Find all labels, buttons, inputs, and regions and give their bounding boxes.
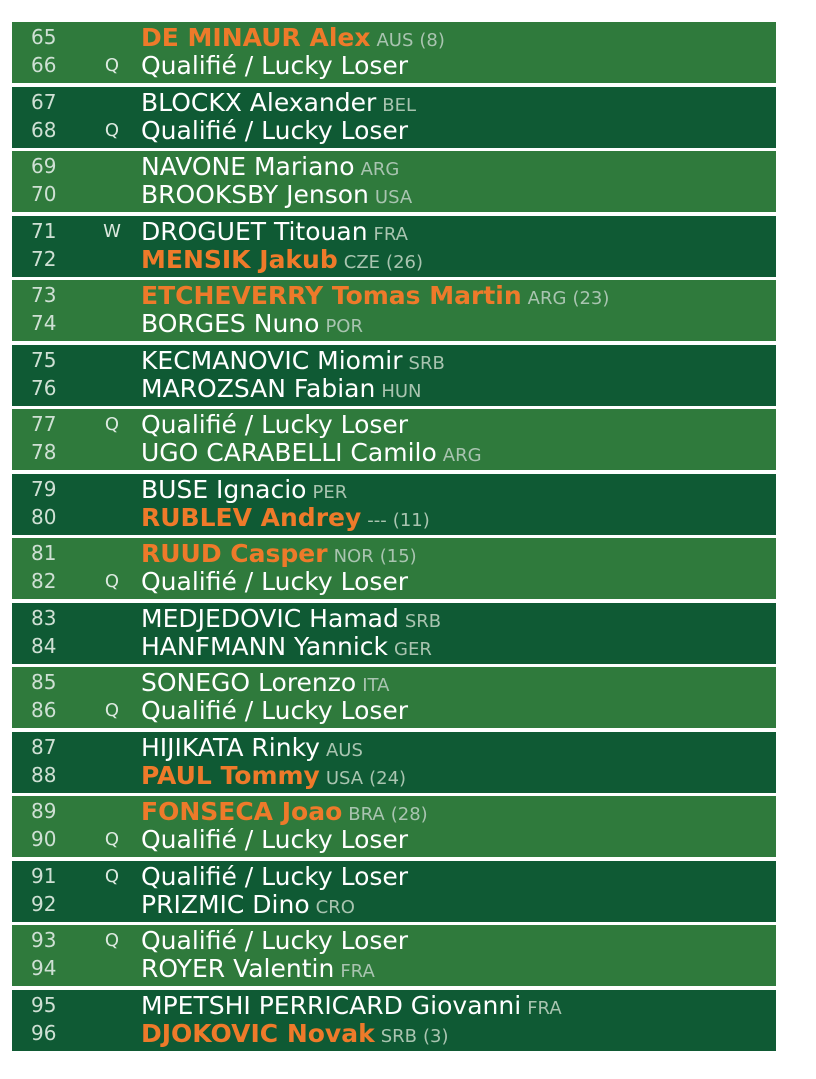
draw-position-number: 77 xyxy=(31,412,57,436)
player-country: BRA xyxy=(348,804,385,825)
player-seed: (8) xyxy=(419,30,445,51)
player-country: --- xyxy=(367,510,387,531)
draw-position-number: 70 xyxy=(31,182,57,206)
draw-position-number: 79 xyxy=(31,477,57,501)
player-row[interactable] xyxy=(12,438,776,467)
player-name[interactable]: PAUL Tommy xyxy=(141,761,320,790)
player-name[interactable]: Qualifié / Lucky Loser xyxy=(141,926,409,955)
player-name[interactable]: DROGUET Titouan xyxy=(141,217,368,246)
entry-status: Q xyxy=(104,829,120,850)
player-country: CRO xyxy=(315,897,355,918)
player-seed: (11) xyxy=(392,510,430,531)
entry-status: Q xyxy=(104,414,120,435)
player-row[interactable] xyxy=(12,410,776,439)
player-name[interactable]: BROOKSBY Jenson xyxy=(141,180,369,209)
player-country: FRA xyxy=(373,224,408,245)
player-name[interactable]: PRIZMIC Dino xyxy=(141,890,310,919)
player-row[interactable] xyxy=(12,668,776,697)
draw-position-number: 71 xyxy=(31,219,57,243)
player-row[interactable] xyxy=(12,51,776,80)
player-entry xyxy=(141,567,408,599)
player-seed: (15) xyxy=(379,546,417,567)
match-block xyxy=(12,796,776,857)
player-country: ARG xyxy=(527,288,567,309)
player-seed: (28) xyxy=(390,804,428,825)
match-block xyxy=(12,990,776,1051)
player-name[interactable]: FONSECA Joao xyxy=(141,797,343,826)
match-block xyxy=(12,151,776,212)
player-name[interactable]: RUUD Casper xyxy=(141,539,328,568)
player-country: BEL xyxy=(382,95,417,116)
player-row[interactable] xyxy=(12,761,776,790)
player-country: USA xyxy=(374,187,413,208)
player-name[interactable]: SONEGO Lorenzo xyxy=(141,668,357,697)
player-row[interactable] xyxy=(12,180,776,209)
player-row[interactable] xyxy=(12,23,776,52)
match-block xyxy=(12,732,776,793)
player-name[interactable]: Qualifié / Lucky Loser xyxy=(141,116,409,145)
entry-status: Q xyxy=(104,866,120,887)
player-country: FRA xyxy=(527,998,562,1019)
player-name[interactable]: DE MINAUR Alex xyxy=(141,23,371,52)
player-entry xyxy=(141,632,432,664)
entry-status: Q xyxy=(104,930,120,951)
player-entry xyxy=(141,180,412,212)
player-entry xyxy=(141,954,375,986)
player-name[interactable]: RUBLEV Andrey xyxy=(141,503,362,532)
player-name[interactable]: HANFMANN Yannick xyxy=(141,632,389,661)
draw-position-number: 87 xyxy=(31,735,57,759)
player-row[interactable] xyxy=(12,116,776,145)
player-name[interactable]: Qualifié / Lucky Loser xyxy=(141,567,409,596)
draw-position-number: 94 xyxy=(31,956,57,980)
player-country: SRB xyxy=(404,611,442,632)
match-block xyxy=(12,474,776,535)
match-block xyxy=(12,409,776,470)
draw-position-number: 88 xyxy=(31,763,57,787)
player-country: SRB xyxy=(408,353,445,374)
draw-position-number: 96 xyxy=(31,1021,57,1045)
entry-status: Q xyxy=(104,120,120,141)
player-row[interactable] xyxy=(12,926,776,955)
player-name[interactable]: BLOCKX Alexander xyxy=(141,88,377,117)
player-country: HUN xyxy=(381,381,422,402)
player-country: NOR xyxy=(333,546,374,567)
player-name[interactable]: Qualifié / Lucky Loser xyxy=(141,410,409,439)
match-block xyxy=(12,280,776,341)
player-name[interactable]: Qualifié / Lucky Loser xyxy=(141,51,409,80)
player-country: POR xyxy=(325,316,363,337)
player-row[interactable] xyxy=(12,346,776,375)
draw-position-number: 81 xyxy=(31,541,57,565)
match-block xyxy=(12,22,776,83)
draw-position-number: 93 xyxy=(31,928,57,952)
player-seed: (26) xyxy=(386,252,423,273)
player-seed: (3) xyxy=(423,1026,449,1047)
player-entry xyxy=(141,503,430,535)
player-country: ITA xyxy=(362,675,390,696)
player-entry xyxy=(141,761,406,793)
player-country: ARG xyxy=(442,445,482,466)
entry-status: Q xyxy=(104,55,120,76)
match-block xyxy=(12,861,776,922)
player-entry xyxy=(141,438,482,470)
player-row[interactable] xyxy=(12,954,776,983)
player-row[interactable] xyxy=(12,696,776,725)
player-name[interactable]: KECMANOVIC Miomir xyxy=(141,346,403,375)
player-country: USA xyxy=(325,768,364,789)
player-country: AUS xyxy=(376,30,414,51)
player-seed: (23) xyxy=(572,288,610,309)
match-block xyxy=(12,603,776,664)
player-row[interactable] xyxy=(12,245,776,274)
player-name[interactable]: MPETSHI PERRICARD Giovanni xyxy=(141,991,522,1020)
player-row[interactable] xyxy=(12,862,776,891)
draw-position-number: 95 xyxy=(31,993,57,1017)
player-name[interactable]: MEDJEDOVIC Hamad xyxy=(141,604,399,633)
player-row[interactable] xyxy=(12,539,776,568)
player-row[interactable] xyxy=(12,733,776,762)
player-name[interactable]: ETCHEVERRY Tomas Martin xyxy=(141,281,522,310)
player-name[interactable]: Qualifié / Lucky Loser xyxy=(141,696,409,725)
match-block xyxy=(12,87,776,148)
draw-position-number: 86 xyxy=(31,698,57,722)
player-name[interactable]: BUSE Ignacio xyxy=(141,475,307,504)
player-row[interactable] xyxy=(12,632,776,661)
player-name[interactable]: ROYER Valentin xyxy=(141,954,335,983)
player-name[interactable]: NAVONE Mariano xyxy=(141,152,355,181)
player-row[interactable] xyxy=(12,890,776,919)
entry-status: Q xyxy=(104,571,120,592)
player-country: AUS xyxy=(325,740,363,761)
match-block xyxy=(12,216,776,277)
player-entry xyxy=(141,696,408,728)
player-entry xyxy=(141,51,408,83)
draw-position-number: 89 xyxy=(31,799,57,823)
match-block xyxy=(12,925,776,986)
player-name[interactable]: MAROZSAN Fabian xyxy=(141,374,376,403)
player-entry xyxy=(141,309,363,341)
entry-status: W xyxy=(103,221,121,242)
player-name[interactable]: BORGES Nuno xyxy=(141,309,320,338)
player-entry xyxy=(141,245,423,277)
player-country: FRA xyxy=(340,961,375,982)
draw-position-number: 73 xyxy=(31,283,57,307)
draw-position-number: 65 xyxy=(31,25,57,49)
player-country: ARG xyxy=(360,159,400,180)
player-row[interactable] xyxy=(12,825,776,854)
player-name[interactable]: DJOKOVIC Novak xyxy=(141,1019,375,1048)
draw-position-number: 82 xyxy=(31,569,57,593)
draw-position-number: 74 xyxy=(31,311,57,335)
draw-position-number: 72 xyxy=(31,247,57,271)
match-block xyxy=(12,538,776,599)
player-row[interactable] xyxy=(12,503,776,532)
draw-position-number: 68 xyxy=(31,118,57,142)
draw-position-number: 90 xyxy=(31,827,57,851)
draw-position-number: 66 xyxy=(31,53,57,77)
player-entry xyxy=(141,825,408,857)
draw-position-number: 76 xyxy=(31,376,57,400)
player-seed: (24) xyxy=(369,768,407,789)
draw-position-number: 92 xyxy=(31,892,57,916)
player-row[interactable] xyxy=(12,152,776,181)
player-country: PER xyxy=(312,482,348,503)
player-country: CZE xyxy=(343,252,381,273)
draw-position-number: 85 xyxy=(31,670,57,694)
player-name[interactable]: Qualifié / Lucky Loser xyxy=(141,825,409,854)
player-name[interactable]: HIJIKATA Rinky xyxy=(141,733,320,762)
player-row[interactable] xyxy=(12,604,776,633)
draw-position-number: 91 xyxy=(31,864,57,888)
draw-position-number: 83 xyxy=(31,606,57,630)
player-row[interactable] xyxy=(12,567,776,596)
draw-position-number: 69 xyxy=(31,154,57,178)
draw-position-number: 67 xyxy=(31,90,57,114)
player-name[interactable]: MENSIK Jakub xyxy=(141,245,338,274)
player-entry xyxy=(141,116,408,148)
player-row[interactable] xyxy=(12,281,776,310)
draw-position-number: 80 xyxy=(31,505,57,529)
player-row[interactable] xyxy=(12,1019,776,1048)
draw-position-number: 84 xyxy=(31,634,57,658)
entry-status: Q xyxy=(104,700,120,721)
draw-position-number: 75 xyxy=(31,348,57,372)
player-name[interactable]: UGO CARABELLI Camilo xyxy=(141,438,437,467)
player-row[interactable] xyxy=(12,797,776,826)
player-row[interactable] xyxy=(12,217,776,246)
player-row[interactable] xyxy=(12,309,776,338)
player-row[interactable] xyxy=(12,475,776,504)
player-entry xyxy=(141,374,422,406)
draw-position-number: 78 xyxy=(31,440,57,464)
draw-list xyxy=(12,22,776,1055)
player-country: SRB xyxy=(380,1026,418,1047)
player-entry xyxy=(141,1019,449,1051)
player-country: GER xyxy=(394,639,432,660)
player-row[interactable] xyxy=(12,374,776,403)
match-block xyxy=(12,345,776,406)
player-row[interactable] xyxy=(12,991,776,1020)
player-entry xyxy=(141,890,355,922)
player-name[interactable]: Qualifié / Lucky Loser xyxy=(141,862,409,891)
match-block xyxy=(12,667,776,728)
player-row[interactable] xyxy=(12,88,776,117)
